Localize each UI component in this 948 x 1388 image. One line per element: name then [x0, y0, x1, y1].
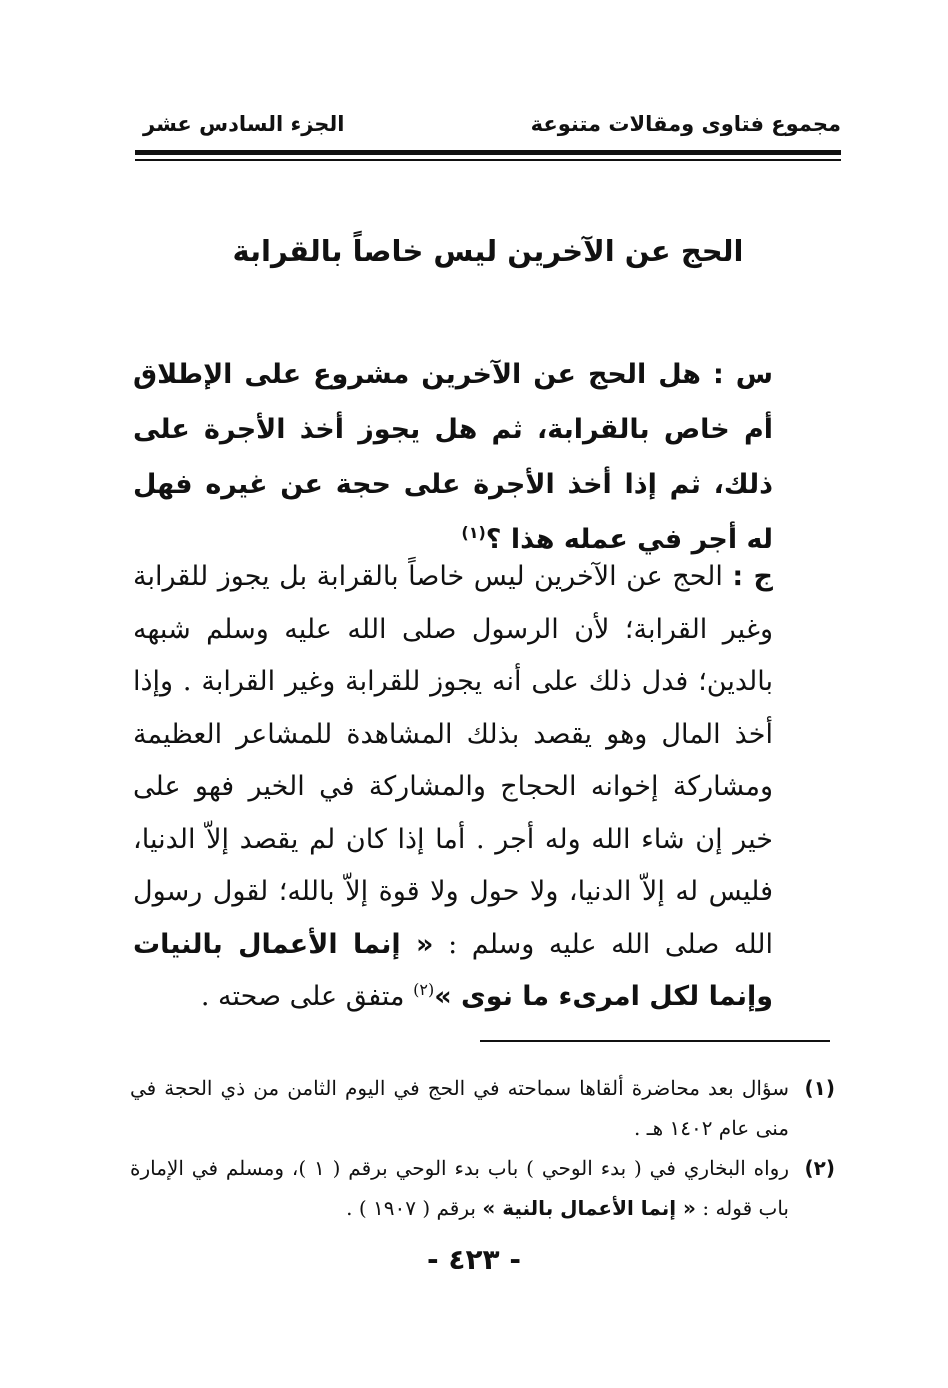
answer-marker: ج : — [732, 561, 773, 592]
footnotes — [130, 1068, 835, 1228]
footnote-ref-1[interactable]: (١) — [461, 523, 486, 542]
question-text: هل الحج عن الآخرين مشروع على الإطلاق أم خاص بالقرابة، ثم هل يجوز أخذ الأجرة على ذلك، ثم إذا أخذ الأجرة على حجة عن غيره فهل له أجر في عمله هذا ؟ — [133, 359, 773, 555]
footnote-item — [130, 1068, 835, 1148]
hadith-quote: « إنما الأعمال بالنيات وإنما لكل امرىء ما نوى » — [133, 928, 773, 1012]
question-paragraph — [133, 347, 773, 567]
question-marker: س : — [712, 359, 773, 390]
footnote-item — [130, 1148, 835, 1228]
footnote-text — [130, 1148, 789, 1228]
answer-tail: متفق على صحته . — [200, 981, 405, 1012]
article-title: الحج عن الآخرين ليس خاصاً بالقرابة — [232, 234, 744, 268]
running-header — [135, 112, 841, 142]
book-title: مجموع فتاوى ومقالات متنوعة — [530, 112, 841, 136]
page-number: - ٤٢٣ - — [426, 1243, 522, 1276]
footnote-text: سؤال بعد محاضرة ألقاها سماحته في الحج في اليوم الثامن من ذي الحجة في منى عام ١٤٠٢ هـ . — [130, 1076, 789, 1140]
footnote-quote: « إنما الأعمال بالنية » — [482, 1196, 696, 1220]
footnote-ref-2[interactable]: (٢) — [413, 980, 435, 999]
header-rule-thick — [135, 150, 841, 155]
footnote-number: (١) — [804, 1076, 835, 1100]
footnote-number: (٢) — [804, 1156, 835, 1180]
volume-label: الجزء السادس عشر — [143, 112, 345, 136]
header-rule-thin — [135, 159, 841, 161]
footnote-separator — [480, 1040, 830, 1042]
footnote-text-after: برقم ( ١٩٠٧ ) . — [346, 1196, 476, 1220]
footnote-text-before: رواه البخاري في ( بدء الوحي ) باب بدء الوحي برقم ( ١ )، ومسلم في الإمارة باب قوله : — [130, 1156, 789, 1220]
answer-paragraph — [133, 551, 773, 1024]
answer-text: الحج عن الآخرين ليس خاصاً بالقرابة بل يجوز للقرابة وغير القرابة؛ لأن الرسول صلى الله عليه وسلم شبهه بالدين؛ فدل ذلك على أنه يجوز للقرابة وغير القرابة . وإذا أخذ المال وهو يقصد بذلك المشاهدة للمشاعر العظيمة ومشاركة إخوانه الحجاج والمشاركة في الخير فهو على خير إن شاء الله وله أجر . أما إذا كان لم يقصد إلاّ الدنيا، فليس له إلاّ الدنيا، ولا حول ولا قوة إلاّ بالله؛ لقول رسول الله صلى الله عليه وسلم : — [133, 561, 773, 960]
